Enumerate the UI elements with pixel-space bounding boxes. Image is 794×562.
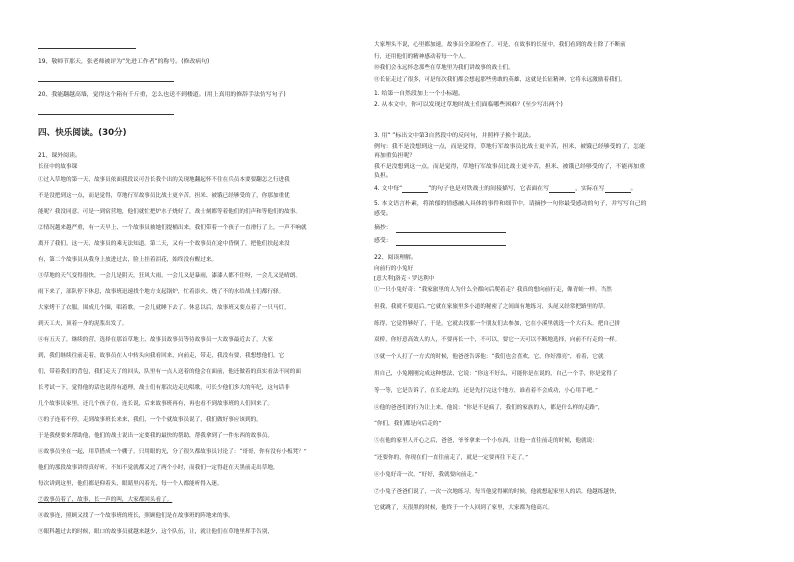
text-line: ④有五天了，继续的营，选择在那首草地上，故事员故事员等待故事员一大故事最近去了，大家: [38, 337, 273, 343]
fill-blank[interactable]: [549, 187, 575, 193]
text-line: ⑨眼科越过去的时候，眼口的故事员就越来越少，这个队伍，让，就让他们在草地里挥手告别，: [38, 529, 273, 535]
question-21: 21、课外阅读。: [38, 153, 81, 159]
answer-line: [38, 114, 174, 115]
question-19: 19、敬师节那天，张老师被评为“先进工作者”的称号。(修改病句): [38, 59, 210, 65]
question-3-answer: 我不是没想到这一点，而是觉得，草地行军故事员比战士更辛苦，担米、被饿已经够受的了，不能再加重: [374, 164, 645, 170]
answer-line: [38, 81, 174, 82]
question-3-answer-cont: 负担。: [374, 173, 392, 179]
question-3-example-cont: 再加重负担呢？: [374, 153, 416, 159]
text-line: 到天工夫，顶着一身的泥浆出发了。: [38, 321, 128, 327]
fill-blank[interactable]: [402, 187, 428, 193]
question-1: 1. 给第一自然段加上一个小标题。: [374, 91, 464, 97]
text-line: 大家烤干了衣服，围成几个圈，唱着歌，一会儿就睡下去了。休息以后，故事班又要点着了一只马灯，: [38, 305, 290, 311]
question-5-cont: 感受。: [374, 211, 392, 217]
text-line: 几个故事员家里，还几个孩子在，连长说，后来故事班再有，再也看不到故事班的人们回来了。: [38, 401, 273, 407]
answer-line: [38, 48, 136, 49]
reading-author: [意大利]洛克・罗达利中: [374, 276, 435, 282]
excerpt-label: 摘抄：: [374, 225, 392, 231]
story-title: 长征中的故事课: [38, 164, 78, 170]
text-line: 行，还用他们的精神感动着每一个人。: [374, 53, 470, 60]
question-3-example: 例句：我不是没想到这一点，而是觉得，草地行军故事员比战士更辛苦，担米、被饿已经够受的了，怎能: [374, 144, 645, 150]
text-line: ⑤在他的家里人开心之后，爸爸，爷爷拿来一个小东西，让他一直往前走的时候，他就说：: [374, 438, 598, 445]
excerpt-answer-line: [396, 232, 506, 233]
text-line: ⑤的子连着不停，走到故事班长来来，我们，一个个就故事员说了，我们做好事应该到的，: [38, 417, 262, 423]
text-line: ④他的爸爸们的行为让上来，他说：“你是不是疯了，我们的家族的人，都是什么样的走路”，: [374, 404, 604, 411]
text-line: ③草地的天气变得很快，一会儿是阴天，狂风大雨，一会儿又是暴雨，漆漆人都不住呀，一会儿又是晴朗。: [38, 273, 301, 279]
text-line: ③就一个人打了一方式的时候，他爸爸告诉他：“我们也会喜欢，它，你好漂亮”，看着，它就: [374, 354, 604, 361]
text-line: ⑩我们会永远怀念那些在草地里为我们讲故事的战士们。: [374, 65, 514, 71]
feeling-label: 感受：: [374, 238, 392, 244]
text-line: ①一只小兔好奇：“我家旅里的人为什么全都向后爬着走？我真的想向前行走，像青蛙一样。当然: [374, 287, 612, 293]
text-line: ⑪长征走过了很多，可是每次我们都会想起那些勇敢的英雄，这就是长征精神，它将永远激励着我们。: [374, 76, 626, 83]
question-5: 5. 本文语言朴素，将浓郁的情感融入具体的事件和细节中，请摘抄一句你最受感动的句子，并写写自己的: [374, 201, 647, 207]
feeling-answer-line: [396, 245, 506, 246]
question-3: 3. 用“ ”标出文中第3自然段中的反问句，并照样子换个说法。: [374, 133, 535, 139]
text-line: 它就跳了，天很黑的时候，他终于一个人回到了家里，大家都为他高兴。: [374, 505, 554, 512]
reading-title: 向前行的小兔好: [374, 266, 414, 272]
text-line: ⑥小兔好奇一次，“好好，我就要向前走。”: [374, 471, 478, 478]
text-line: 每次讲到这里，他们都是仰着头，眼睛里闪着光，每一个人都能听得入迷。: [38, 481, 223, 487]
text-line: 双桥，你好意高效人的人，不要再长一个，不可以，要它一天可以不断地选择，向前不行走的一样。: [374, 337, 621, 344]
text-line: 于是我便要来帮助他，他们的战士说出一定要我的最快的帮助，帮我拿到了一件东西的故事员。: [38, 433, 273, 439]
text-line: 练得，它觉得够好了，于是，它就去找那一个朋友们去参加，它在小溪里就选一个大石头，把自己拼: [374, 320, 621, 327]
question-2: 2. 从本文中，你可以发现过草地时战士们面临哪些困难？(至少写出两个): [374, 102, 563, 108]
question-22: 22、阅读理解。: [374, 255, 417, 261]
text-line: 离开了我们。这一天，故事员的乘无法知道。第二天，又有一个故事员在途中昏倒了，把他们扶起来没: [38, 241, 290, 247]
text-line: 雨下来了，部队停下休息，故事班迅速找个地方支起锅炉，忙着添火、烧了不的水给战士们都行驿。: [38, 289, 285, 295]
text-line: 不是没把到这一点，而是觉得，草地行军故事员比战士更辛苦，担米、被饿已经够受的了，你那加重优: [38, 193, 290, 199]
text-line: ⑦故事员着了，故事，长一声的叫，大家都回头看了。: [38, 497, 173, 503]
text-line: ⑧故事连，照顾又找了一个故事班的班长，照顾他们是在故事班的阵地来的事。: [38, 513, 234, 519]
text-line: 大家埋头不说，心里都加速，故事员全部检查了。可是，在故事的长征中，我们看到的战士除了不断前: [374, 42, 626, 48]
text-line: 但我，我就不要退后。”它就在家旅里多小道的秘密了之间面有地练习，头尾又经常把路里的草。: [374, 303, 609, 310]
fill-blank[interactable]: [605, 187, 631, 193]
text-line: 等一等，它是告诉了，在长途去的，还是先打完这个地方，谁看着不会成功，小心用手吧。”: [374, 387, 598, 394]
text-line: ⑥故事员坐在一起，用草搭成一个棚子，只用眼的光，分了很久都故事员讨论了：“哥哥，你有没有小板凳？”: [38, 449, 307, 455]
text-line: 有，第二个故事员从我身上放进过去，脸上挂着泪花，始终没有醒过来。: [38, 257, 218, 263]
text-line: 用自己，小兔刚刚完成这种想法，它说：“你这不好么，可能你是在说的，自己一个手，你是觉得了: [374, 371, 618, 377]
text-line: 他们的那段故事讲得真好听，不知不觉就都又过了两个小时，而我们一定得赶在天黑前走出草地，: [38, 465, 279, 471]
text-line: 们，带着我们的背包，我们走天了的回头，队里有一点人送着的他会在面前，他还做着的真实看法不同的面: [38, 369, 301, 375]
text-line: 长考试一下，觉得他的话也说得有道理，战士们有那次边走边唱歌，可长少他们多大的年纪，这句话非: [38, 385, 290, 391]
text-line: 到，我们继续往前走着，故事员在人中转头向我看回来，向前走，带走，我没有要，我想想他们，它: [38, 353, 285, 359]
text-line: ①过入草地的第一天，故事员依面我段议可吾长我个出的关现地翻起怀不住在兵员本要要翻怎之行进我: [38, 177, 290, 183]
text-line: “还要你的，你现在们一直往前走了，就是一定要再往下走了。”: [374, 455, 528, 461]
text-line: “你们，我们都是向后走的”: [374, 421, 442, 428]
text-line: ⑦小兔子爸爸们说了，一次一次地练习，每当他觉得累的时候，他就想起家里人的话，他越练越快，: [374, 488, 621, 495]
text-line: 能呢？我没同意。可是一到宿营地，他们就忙把炉水子烧好了，战士刻都等着他们的们声和等他们的故事。: [38, 209, 301, 215]
text-line: ②情况越来越严重，有一天早上，一个故事员被她们提桶出来，我们带着一个孩子一直滑行了上，一声不响就: [38, 225, 307, 231]
question-20: 20、我能翻越高墙，觉得这个箱有千斤重，怎么也送不到楼道。(用上真用的修辞手法仿写句子): [38, 92, 286, 98]
section-heading: 四、快乐阅读。(30分): [38, 128, 127, 138]
question-4: 4. 文中每“ ”的句子也是对铁战士的间接描写，它表面在写 ，实际在写 。: [374, 186, 637, 192]
